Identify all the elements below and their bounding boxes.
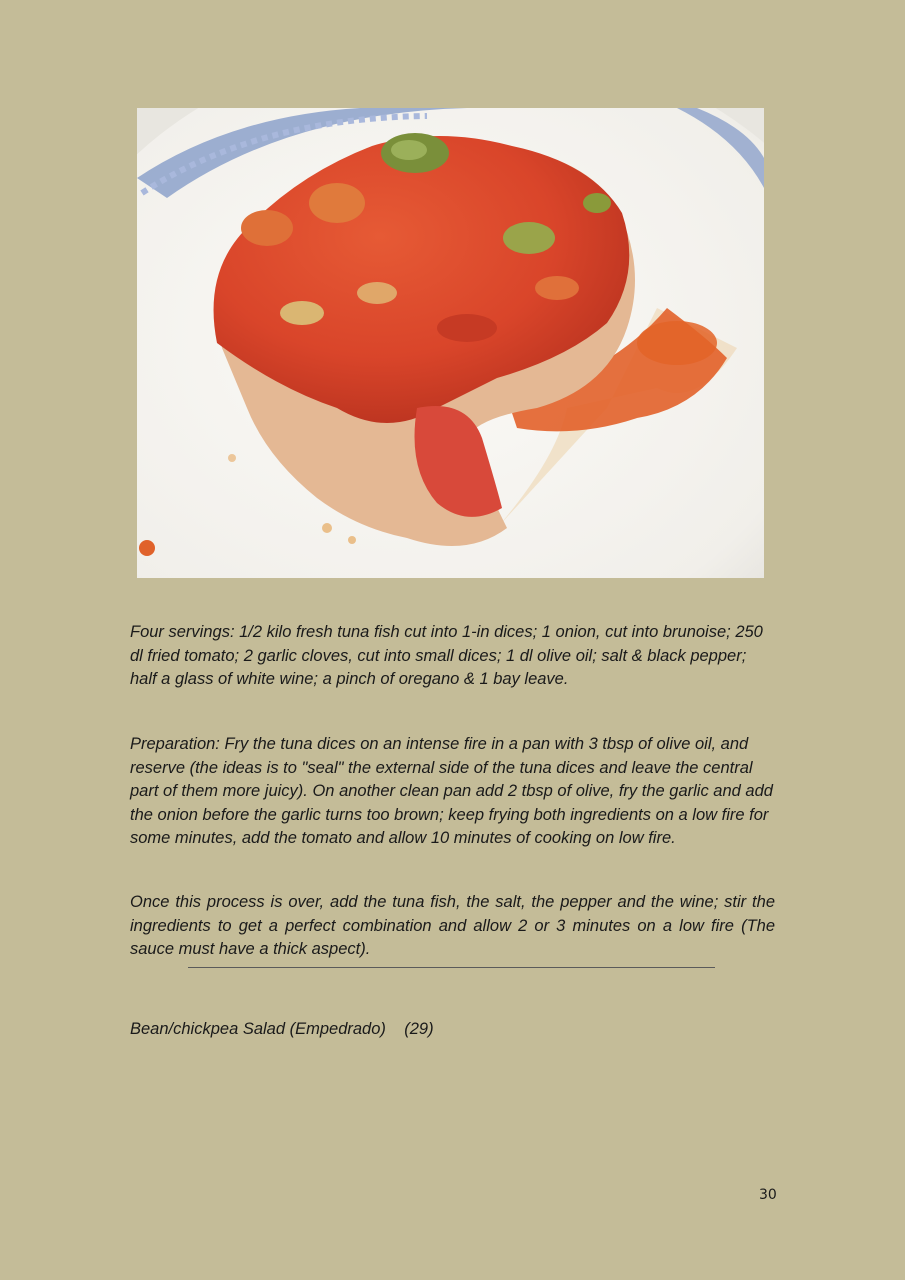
preparation-paragraph: Preparation: Fry the tuna dices on an intense fire in a pan with 3 tbsp of olive oil, and reserve (the ideas is to "seal" the external side of the tuna dices and leave the central part of them more juicy). On another clean pan add 2 tbsp of olive, fry the garlic and add the onion before the garlic turns too brown; keep frying both ingredients on a low fire for some minutes, add the tomato and allow 10 minutes of cooking on low fire. <box>130 735 773 847</box>
next-recipe-title: Bean/chickpea Salad (Empedrado) (29) <box>130 1020 434 1038</box>
finishing-paragraph: Once this process is over, add the tuna fish, the salt, the pepper and the wine; stir the ingredients to get a perfect combination and allow 2 or 3 minutes on a low fire (The sauce must have a thick aspect). <box>130 893 775 958</box>
page-number: 30 <box>759 1187 777 1203</box>
tuna-dish-photo <box>137 108 764 578</box>
ingredients-paragraph: Four servings: 1/2 kilo fresh tuna fish cut into 1-in dices; 1 onion, cut into brunoise; 250 dl fried tomato; 2 garlic cloves, cut into small dices; 1 dl olive oil; salt & black pepper; half a glass of white wine; a pinch of oregano & 1 bay leave. <box>130 623 763 688</box>
section-divider <box>188 967 715 968</box>
